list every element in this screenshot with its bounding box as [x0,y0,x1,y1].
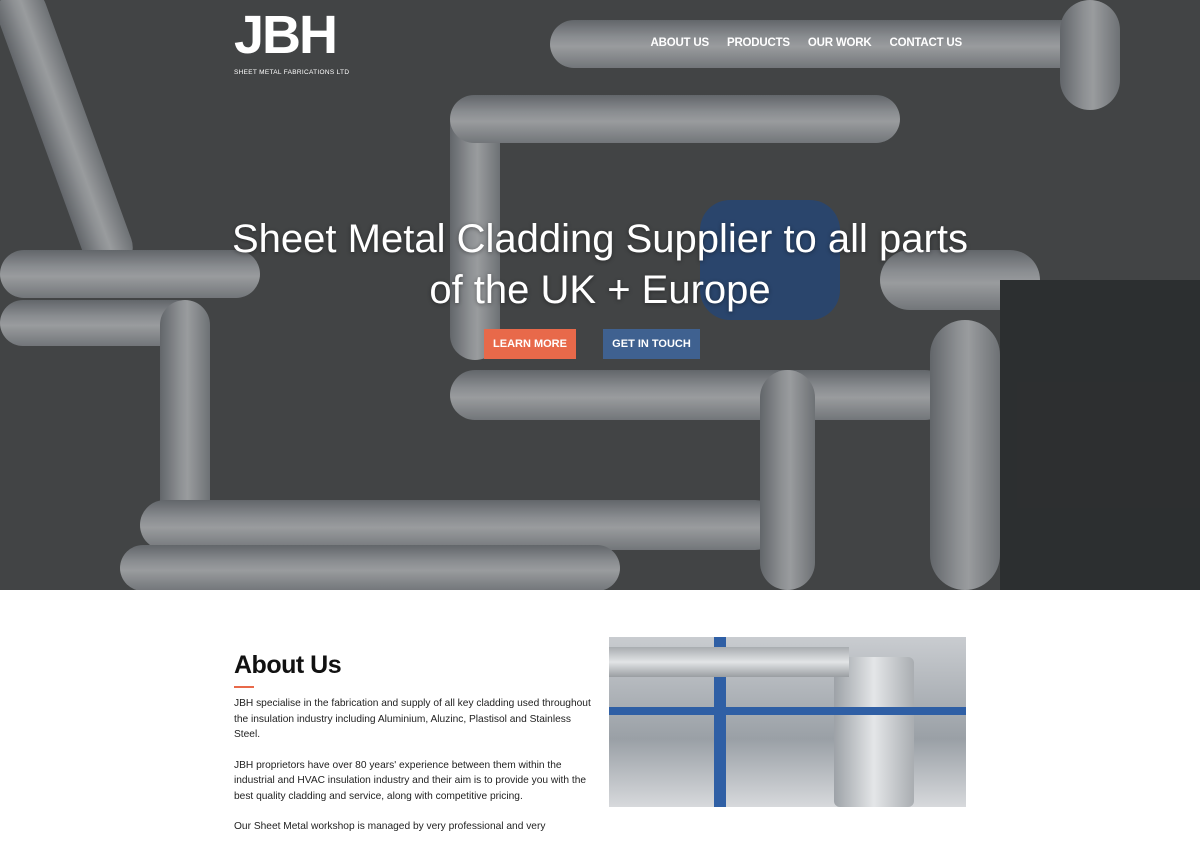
about-paragraph: JBH specialise in the fabrication and supply of all key cladding used throughout the insulation industry including Aluminium, Aluzinc, Plastisol and Stainless Steel. [234,698,591,740]
headline-line-1: Sheet Metal Cladding Supplier to all parts [232,217,968,261]
hero-buttons [0,329,1200,359]
about-title: About Us [234,651,342,679]
nav-contact-us[interactable]: CONTACT US [889,37,962,49]
about-paragraph: Our Sheet Metal workshop is managed by very professional and very [234,821,546,832]
title-underline [234,686,254,688]
logo-text: JBH [234,5,337,65]
get-in-touch-button[interactable]: GET IN TOUCH [603,329,700,359]
nav-about-us[interactable]: ABOUT US [650,37,709,49]
learn-more-button[interactable]: LEARN MORE [484,329,576,359]
nav-our-work[interactable]: OUR WORK [807,37,872,49]
about-photo [609,637,966,807]
nav-products[interactable]: PRODUCTS [726,37,790,49]
headline-line-2: of the UK + Europe [429,268,771,312]
logo-subtitle: SHEET METAL FABRICATIONS LTD [234,69,350,76]
logo[interactable] [234,4,349,77]
about-section [234,650,594,850]
main-nav [651,37,963,49]
hero-headline [0,214,1200,316]
about-paragraph: JBH proprietors have over 80 years' experience between them within the industrial and HVAC insulation industry and their aim is to provide you with the best quality cladding and service, along with competitive pricing. [234,759,587,802]
